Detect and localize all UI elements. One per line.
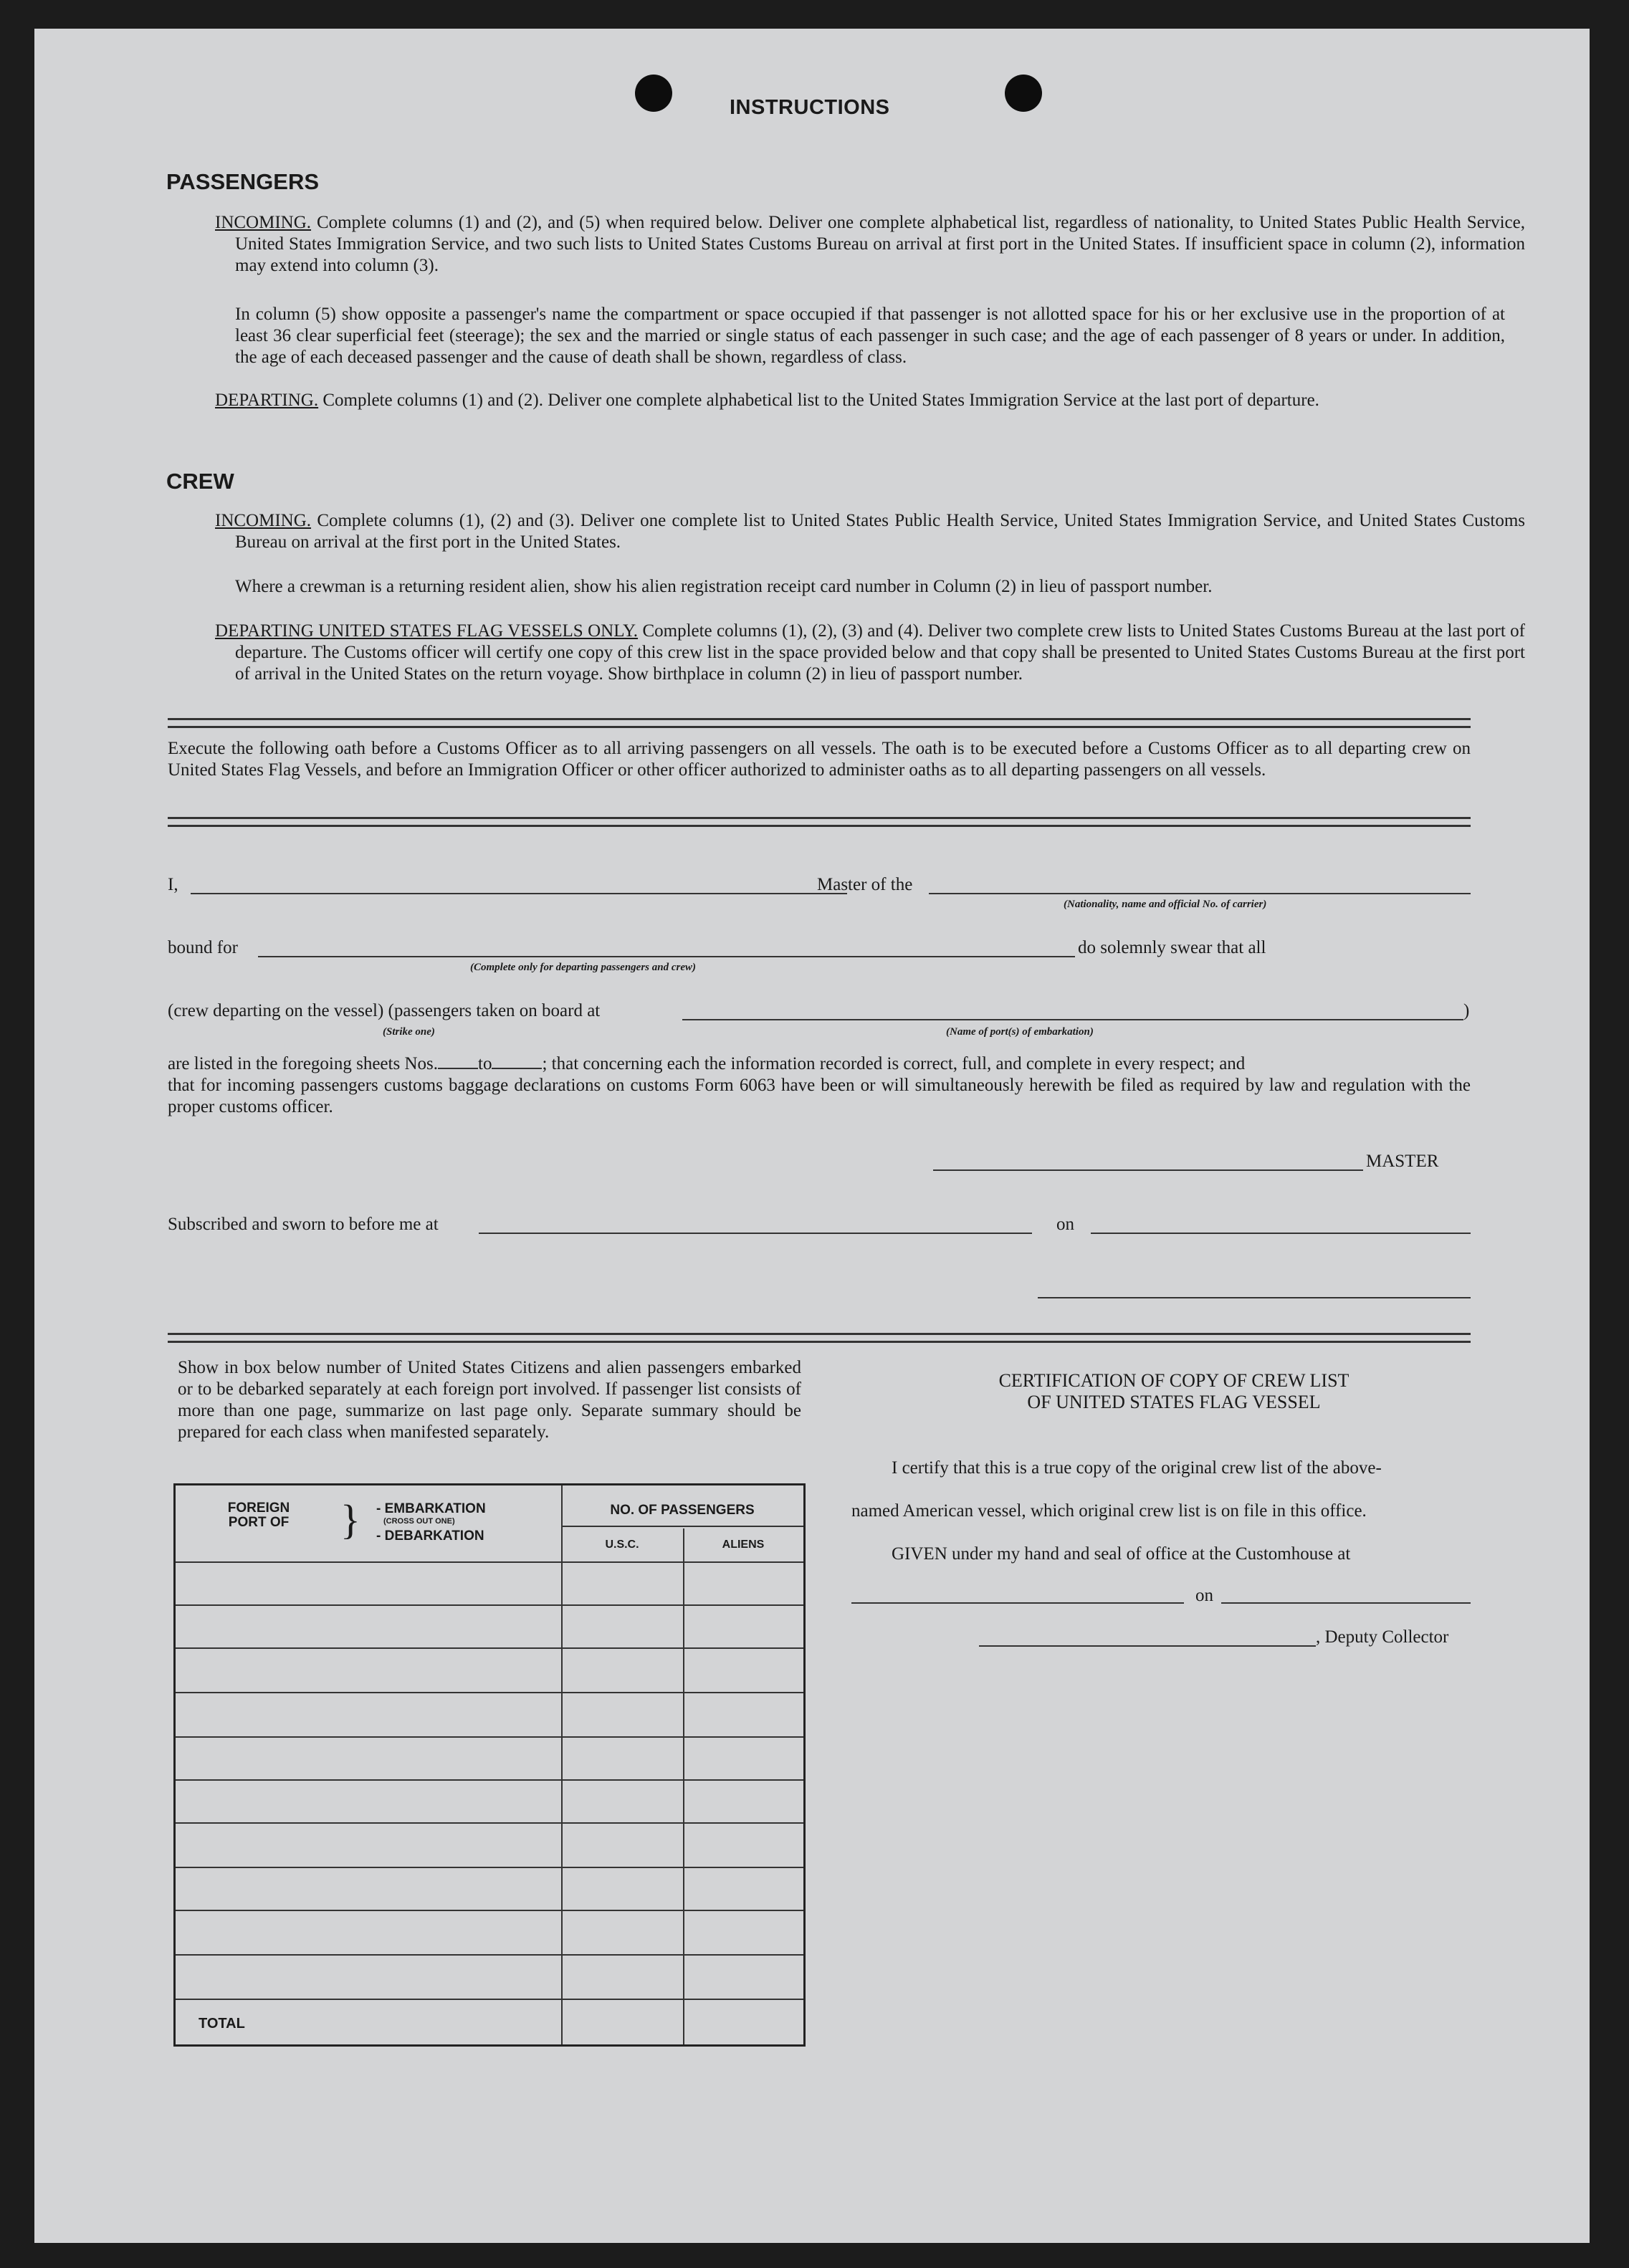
crew-departing-label: DEPARTING UNITED STATES FLAG VESSELS ONLY. — [215, 621, 639, 641]
port-caption: (Name of port(s) of embarkation) — [946, 1026, 1094, 1038]
listed-rest: that for incoming passengers customs baggage declarations on customs Form 6063 have been or will simultaneously herewith be filed as required by law and regulation with the proper customs officer. — [168, 1076, 1471, 1116]
table-row — [176, 1604, 803, 1606]
foreign-port-of-header: FOREIGN PORT OF — [227, 1501, 290, 1530]
master-of-the-label: Master of the — [817, 875, 913, 894]
table-divider — [561, 1526, 803, 1527]
crew-departing-text: (crew departing on the vessel) (passengers taken on board at — [168, 1001, 601, 1020]
table-divider — [176, 1561, 803, 1563]
bound-for-label: bound for — [168, 938, 238, 957]
close-paren: ) — [1463, 1001, 1470, 1020]
officer-signature-field[interactable] — [1038, 1297, 1471, 1298]
crew-departing-paragraph — [215, 621, 1525, 685]
carrier-field[interactable] — [929, 893, 1471, 894]
aliens-header: ALIENS — [722, 1539, 765, 1551]
table-divider — [561, 1485, 563, 2044]
table-row — [176, 1736, 803, 1738]
deputy-collector-label: , Deputy Collector — [1316, 1627, 1449, 1647]
certification-date-field[interactable] — [1221, 1602, 1471, 1604]
summary-instruction: Show in box below number of United States Citizens and alien passengers embarked or to be debarked separately at each foreign port involved. If passenger list consists of more than one page, summarize on last page only. Separate summary should be prepared for each class when manifested separately. — [178, 1358, 801, 1442]
passengers-incoming-paragraph — [215, 212, 1525, 277]
section-divider — [168, 718, 1471, 728]
bound-for-field[interactable] — [258, 956, 1075, 957]
certification-on-label: on — [1195, 1586, 1213, 1605]
bound-for-caption: (Complete only for departing passengers and crew) — [470, 962, 696, 973]
oath-instruction: Execute the following oath before a Customs Officer as to all arriving passengers on all vessels. The oath is to be executed before a Customs Officer as to all departing crew on United States Flag Vessels, and before an Immigration Officer or other officer authorized to administer oaths as to all departing passengers on all vessels. — [168, 739, 1471, 780]
passengers-heading: PASSENGERS — [166, 169, 320, 194]
crew-incoming-paragraph — [215, 510, 1525, 553]
passengers-departing-paragraph — [215, 390, 1525, 411]
table-divider — [683, 1528, 684, 2044]
oath-i-label: I, — [168, 875, 178, 894]
embarkation-port-field[interactable] — [682, 1019, 1463, 1020]
table-row — [176, 1779, 803, 1781]
section-divider — [168, 817, 1471, 827]
total-label: TOTAL — [199, 2016, 245, 2032]
crew-incoming-label: INCOMING. — [215, 511, 312, 530]
passengers-departing-text: Complete columns (1) and (2). Deliver one complete alphabetical list to the United States Immigration Service at the last port of departure. — [323, 391, 1319, 410]
listed-post: ; that concerning each the information recorded is correct, full, and complete in every respect; and — [542, 1054, 1246, 1073]
listed-to: to — [478, 1054, 492, 1073]
carrier-caption: (Nationality, name and official No. of carrier) — [1064, 899, 1267, 910]
customhouse-field[interactable] — [851, 1602, 1184, 1604]
passengers-incoming-label: INCOMING. — [215, 213, 312, 232]
strike-one-caption: (Strike one) — [383, 1026, 435, 1038]
listed-line — [168, 1053, 1245, 1075]
deputy-signature-field[interactable] — [979, 1645, 1316, 1647]
certification-title-line1: CERTIFICATION OF COPY OF CREW LIST — [998, 1370, 1349, 1391]
embarkation-header: - EMBARKATION — [376, 1501, 486, 1516]
passengers-departing-label: DEPARTING. — [215, 391, 319, 410]
crew-departing-text: Complete columns (1), (2), (3) and (4). Deliver two complete crew lists to United States Customs Bureau at the last port of departure. The Customs officer will certify one copy of this crew list in the space provided below and that copy shall be presented to United States Customs Bureau at the first port of arrival in the United States on the return voyage. Show birthplace in column (2) in lieu of passport number. — [235, 621, 1526, 684]
table-row — [176, 1910, 803, 1911]
table-row — [176, 1954, 803, 1956]
usc-header: U.S.C. — [605, 1539, 639, 1551]
table-row — [176, 1822, 803, 1824]
certification-title — [880, 1370, 1468, 1413]
section-divider — [168, 1333, 1471, 1343]
crew-heading: CREW — [166, 469, 234, 494]
punch-hole — [635, 75, 672, 112]
sheet-from-field[interactable] — [438, 1068, 478, 1069]
certify-line1: I certify that this is a true copy of the original crew list of the above- — [892, 1458, 1382, 1478]
table-row — [176, 1647, 803, 1649]
table-row — [176, 1692, 803, 1693]
no-of-passengers-header: NO. OF PASSENGERS — [610, 1503, 755, 1518]
debarkation-header: - DEBARKATION — [376, 1528, 484, 1544]
crew-incoming-text: Complete columns (1), (2) and (3). Deliver one complete list to United States Public Health Service, United States Immigration Service, and United States Customs Bureau on arrival at the first port in the United States. — [235, 511, 1526, 552]
subscribed-date-field[interactable] — [1091, 1233, 1471, 1234]
given-text: GIVEN under my hand and seal of office at the Customhouse at — [892, 1544, 1351, 1564]
master-label: MASTER — [1366, 1152, 1439, 1171]
master-signature-field[interactable] — [933, 1169, 1363, 1171]
listed-pre: are listed in the foregoing sheets Nos. — [168, 1054, 438, 1073]
subscribed-label: Subscribed and sworn to before me at — [168, 1215, 439, 1234]
page-title: INSTRUCTIONS — [730, 96, 890, 119]
form-page — [34, 29, 1590, 2243]
brace-icon: } — [340, 1496, 360, 1543]
passengers-column5-paragraph: In column (5) show opposite a passenger's name the compartment or space occupied if that passenger is not allotted space for his or her exclusive use in the proportion of at least 36 clear superficial feet (steerage); the sex and the married or single status of each passenger in such case; and the age of each passenger of 8 years or under. In addition, the age of each deceased passenger and the cause of death shall be shown, regardless of class. — [235, 305, 1505, 367]
crew-resident-paragraph: Where a crewman is a returning resident alien, show his alien registration receipt card number in Column (2) in lieu of passport number. — [235, 577, 1213, 596]
table-row — [176, 1999, 803, 2000]
subscribed-place-field[interactable] — [479, 1233, 1032, 1234]
master-name-field[interactable] — [191, 893, 847, 894]
punch-hole — [1005, 75, 1042, 112]
certification-title-line2: OF UNITED STATES FLAG VESSEL — [1027, 1392, 1321, 1412]
swear-text: do solemnly swear that all — [1078, 938, 1266, 957]
certify-line2: named American vessel, which original crew list is on file in this office. — [851, 1501, 1367, 1521]
passenger-summary-table — [173, 1483, 806, 2047]
sheet-to-field[interactable] — [492, 1068, 542, 1069]
table-row — [176, 1867, 803, 1868]
cross-out-one-note: (CROSS OUT ONE) — [383, 1517, 455, 1526]
subscribed-on-label: on — [1056, 1215, 1074, 1234]
passengers-incoming-text: Complete columns (1) and (2), and (5) when required below. Deliver one complete alphabetical list, regardless of nationality, to United States Public Health Service, United States Immigration Service, and two such lists to United States Customs Bureau on arrival at first port in the United States. If insufficient space in column (2), information may extend into column (3). — [235, 213, 1526, 275]
